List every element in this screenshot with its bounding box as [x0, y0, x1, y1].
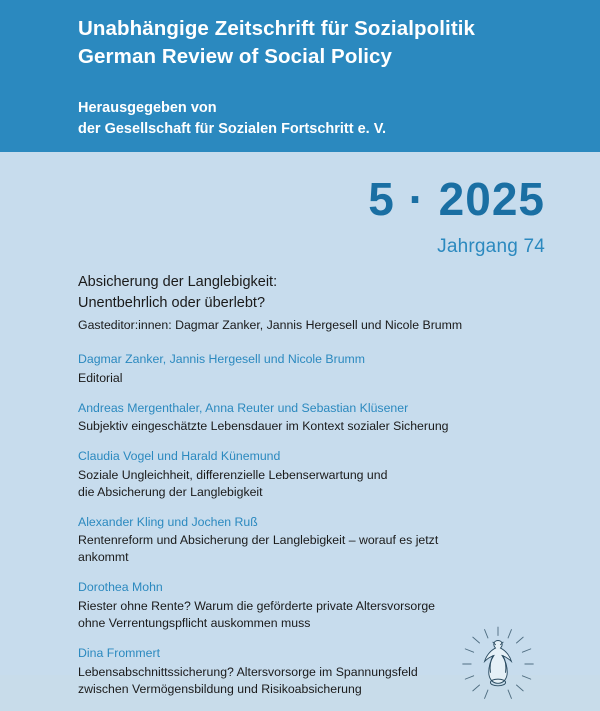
volume-label: Jahrgang 74: [437, 236, 545, 257]
journal-title-de: Unabhängige Zeitschrift für Sozialpolitik: [78, 17, 476, 40]
toc-authors: Alexander Kling und Jochen Ruß: [78, 514, 258, 529]
list-item[interactable]: [78, 448, 560, 501]
toc-article-line-2: ohne Verrentungspflicht auskommen muss: [78, 615, 311, 630]
list-item[interactable]: [78, 400, 560, 436]
toc-article-line-1: Editorial: [78, 370, 123, 385]
toc-article-line-2: ankommt: [78, 550, 129, 565]
toc-article-line-2: zwischen Vermögensbildung und Risikoabsicherung: [78, 681, 362, 696]
topic-title-line-1: Absicherung der Langlebigkeit:: [78, 274, 278, 290]
toc-authors: Andreas Mergenthaler, Anna Reuter und Sebastian Klüsener: [78, 400, 409, 415]
topic-title-line-2: Unentbehrlich oder überlebt?: [78, 295, 266, 312]
toc-authors: Dagmar Zanker, Jannis Hergesell und Nicole Brumm: [78, 352, 366, 367]
issue-number: 5 · 2025: [368, 173, 545, 225]
toc-article-line-1: Rentenreform und Absicherung der Langlebigkeit – worauf es jetzt: [78, 533, 439, 548]
guest-editors: Gasteditor:innen: Dagmar Zanker, Jannis Hergesell und Nicole Brumm: [78, 318, 463, 333]
toc-article-line-1: Soziale Ungleichheit, differenzielle Lebenserwartung und: [78, 467, 388, 482]
publisher-line-1: Herausgegeben von: [78, 100, 217, 117]
toc-authors: Dina Frommert: [78, 645, 160, 660]
toc-article-line-1: Lebensabschnittssicherung? Altersvorsorge im Spannungsfeld: [78, 664, 418, 679]
publisher-line-2: der Gesellschaft für Sozialen Fortschritt e. V.: [78, 121, 387, 138]
toc-article-line-2: die Absicherung der Langlebigkeit: [78, 484, 263, 499]
toc-authors: Claudia Vogel und Harald Künemund: [78, 449, 281, 464]
eagle-emblem-icon: [456, 622, 540, 706]
journal-title-en: German Review of Social Policy: [78, 45, 393, 69]
issue-area: [0, 152, 600, 258]
cover-content: [0, 272, 600, 710]
list-item[interactable]: [78, 514, 560, 567]
toc-authors: Dorothea Mohn: [78, 580, 163, 595]
publisher-block: [78, 98, 576, 140]
list-item[interactable]: [78, 351, 560, 387]
toc-article-line-1: Subjektiv eingeschätzte Lebensdauer im Kontext sozialer Sicherung: [78, 419, 449, 434]
header-inner: [0, 16, 600, 141]
toc-article-line-1: Riester ohne Rente? Warum die geförderte private Altersvorsorge: [78, 599, 436, 614]
header-band: [0, 0, 600, 152]
topic-title: [78, 272, 560, 314]
